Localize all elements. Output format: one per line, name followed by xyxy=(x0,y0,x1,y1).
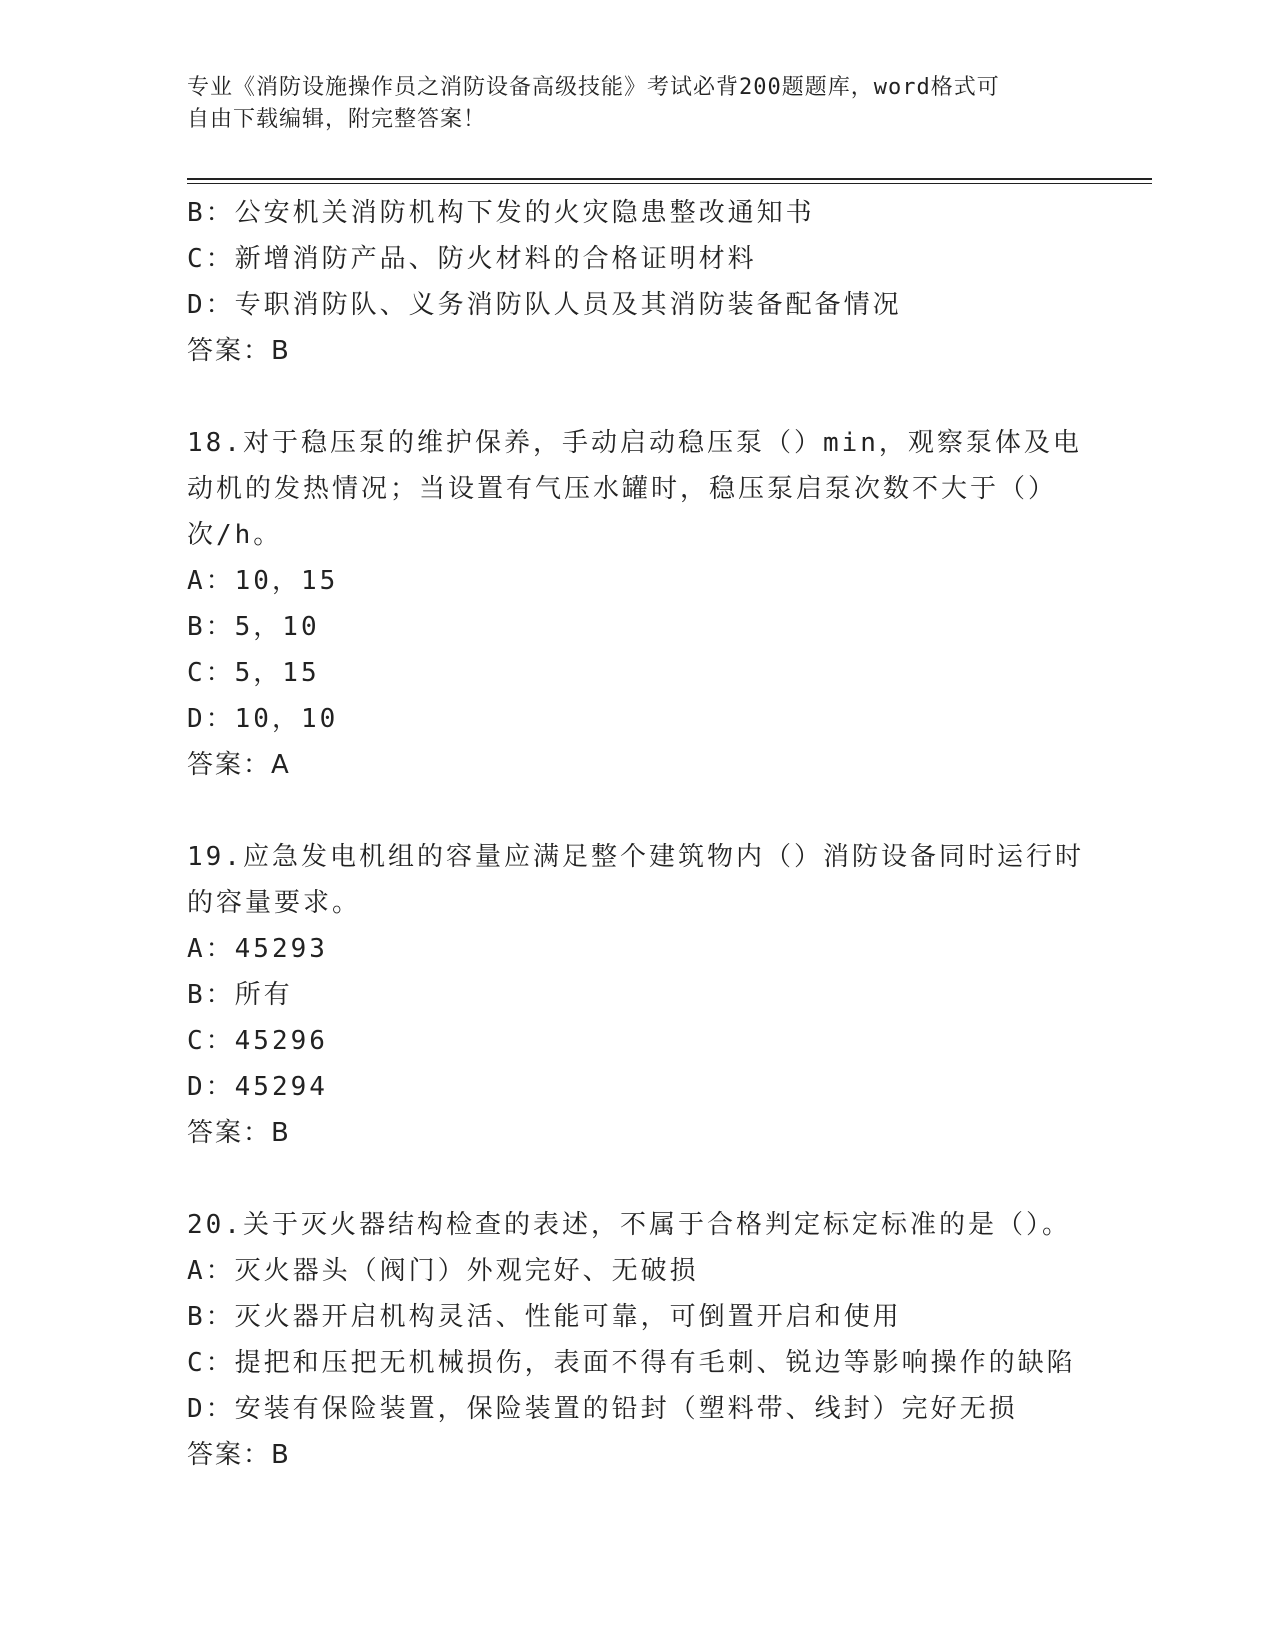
option-c: C：5，15 xyxy=(187,658,320,688)
answer-line: 答案：B xyxy=(187,336,291,366)
question-20 xyxy=(187,1202,1087,1478)
question-text-line-3: 次/h。 xyxy=(187,520,283,550)
question-text-line-1: 18.对于稳压泵的维护保养，手动启动稳压泵（）min，观察泵体及电 xyxy=(187,428,1082,458)
option-c: C：新增消防产品、防火材料的合格证明材料 xyxy=(187,244,757,274)
question-spacer xyxy=(187,374,1087,420)
question-19 xyxy=(187,834,1087,1156)
answer-line: 答案：B xyxy=(187,1118,291,1148)
option-b: B：公安机关消防机构下发的火灾隐患整改通知书 xyxy=(187,198,815,228)
header-line-1: 专业《消防设施操作员之消防设备高级技能》考试必背200题题库，word格式可 xyxy=(187,75,1000,100)
option-d: D：10，10 xyxy=(187,704,339,734)
question-text-line-2: 的容量要求。 xyxy=(187,888,362,918)
question-text-line-2: 动机的发热情况；当设置有气压水罐时，稳压泵启泵次数不大于（） xyxy=(187,474,1058,504)
question-17-tail xyxy=(187,190,1087,374)
option-a: A：灭火器头（阀门）外观完好、无破损 xyxy=(187,1256,699,1286)
header-divider-thick xyxy=(187,178,1152,180)
question-list xyxy=(187,190,1087,1478)
option-c: C：45296 xyxy=(187,1026,328,1056)
document-header xyxy=(187,72,1067,136)
question-spacer xyxy=(187,788,1087,834)
question-text-line-1: 20.关于灭火器结构检查的表述，不属于合格判定标定标准的是（）。 xyxy=(187,1210,1071,1240)
option-a: A：10，15 xyxy=(187,566,339,596)
option-b: B：所有 xyxy=(187,980,293,1010)
option-d: D：专职消防队、义务消防队人员及其消防装备配备情况 xyxy=(187,290,902,320)
header-divider-thin xyxy=(187,183,1152,184)
question-18 xyxy=(187,420,1087,788)
option-d: D：45294 xyxy=(187,1072,328,1102)
question-text-line-1: 19.应急发电机组的容量应满足整个建筑物内（）消防设备同时运行时 xyxy=(187,842,1084,872)
option-c: C：提把和压把无机械损伤，表面不得有毛刺、锐边等影响操作的缺陷 xyxy=(187,1348,1076,1378)
header-line-2: 自由下载编辑，附完整答案！ xyxy=(187,107,487,132)
option-b: B：5，10 xyxy=(187,612,320,642)
option-b: B：灭火器开启机构灵活、性能可靠，可倒置开启和使用 xyxy=(187,1302,902,1332)
option-d: D：安装有保险装置，保险装置的铅封（塑料带、线封）完好无损 xyxy=(187,1394,1018,1424)
answer-line: 答案：B xyxy=(187,1440,291,1470)
option-a: A：45293 xyxy=(187,934,328,964)
question-spacer xyxy=(187,1156,1087,1202)
answer-line: 答案：A xyxy=(187,750,291,780)
